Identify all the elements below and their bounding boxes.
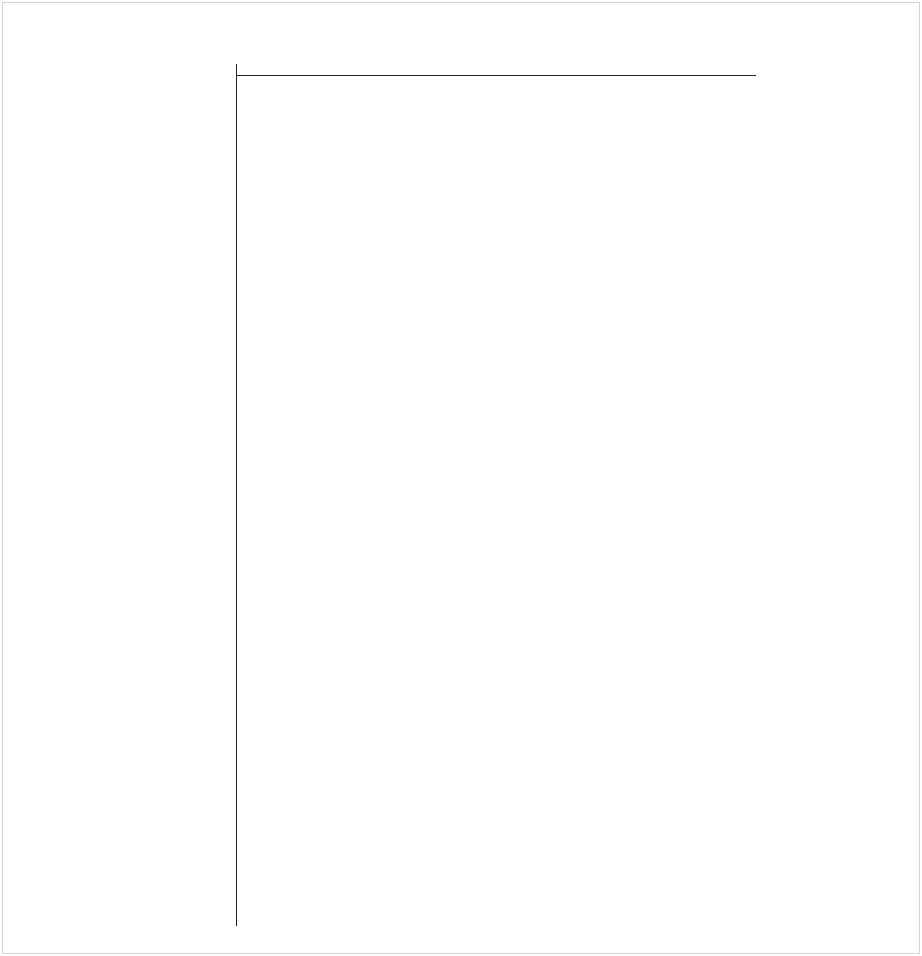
page-border	[2, 2, 920, 954]
vertical-rule	[236, 64, 237, 926]
header-rule	[236, 75, 756, 76]
